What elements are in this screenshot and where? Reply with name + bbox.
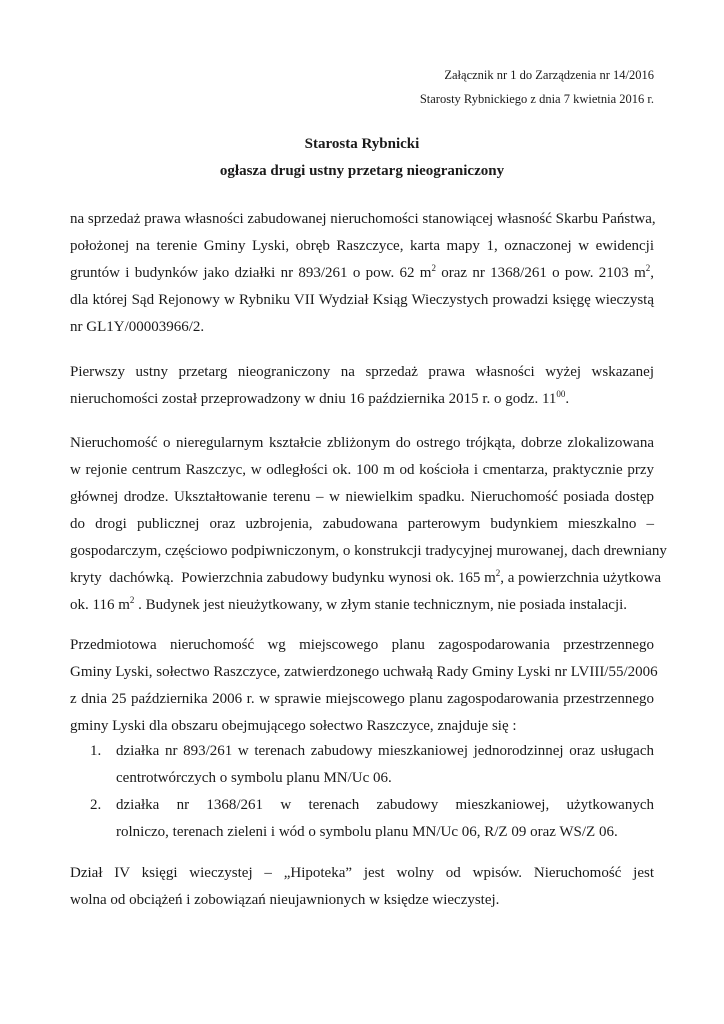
list-item-line: rolniczo, terenach zieleni i wód o symbolu planu MN/Uc 06, R/Z 09 oraz WS/Z 06.	[116, 824, 618, 840]
paragraph-line: do drogi publicznej oraz uzbrojenia, zabudowana parterowym budynkiem mieszkalno –	[70, 516, 654, 532]
paragraph-line: wolna od obciążeń i zobowiązań nieujawnionych w księdze wieczystej.	[70, 892, 500, 908]
attachment-note-line2: Starosty Rybnickiego z dnia 7 kwietnia 2016 r.	[419, 92, 654, 106]
list-item	[90, 792, 654, 846]
paragraph-line: położonej na terenie Gminy Lyski, obręb Raszczyce, karta mapy 1, oznaczonej w ewidencji	[70, 238, 654, 254]
paragraph-line: gminy Lyski dla obszaru obejmującego sołectwo Raszczyce, znajduje się :	[70, 718, 517, 734]
paragraph-mortgage-section	[70, 860, 654, 914]
list-item-line: działka nr 893/261 w terenach zabudowy mieszkaniowej jednorodzinnej oraz usługach	[116, 743, 654, 759]
paragraph-line: nieruchomości został przeprowadzony w dniu 16 października 2015 r. o godz. $11^{00}$.	[70, 389, 570, 407]
paragraph-line: gruntów i budynków jako działki nr 893/261 o pow. 62 $m^2$ oraz nr 1368/261 o pow. 2103 $m^2$,	[70, 263, 655, 281]
zoning-list	[90, 738, 654, 846]
paragraph-line: w rejonie centrum Raszczyc, w odległości ok. 100 m od kościoła i cmentarza, praktycznie przy	[70, 462, 654, 478]
list-item-line: centrotwórczych o symbolu planu MN/Uc 06.	[116, 770, 392, 786]
list-number: 1.	[90, 743, 102, 759]
document-subtitle: ogłasza drugi ustny przetarg nieograniczony	[219, 163, 505, 179]
paragraph-zoning-plan	[70, 632, 658, 740]
paragraph-sale-description	[70, 206, 654, 341]
paragraph-line: nr GL1Y/00003966/2.	[70, 319, 205, 335]
paragraph-line: Nieruchomość o nieregularnym kształcie zbliżonym do ostrego trójkąta, dobrze zlokalizowana	[70, 435, 654, 451]
paragraph-line: z dnia 25 października 2006 r. w sprawie miejscowego planu zagospodarowania przestrzennego	[70, 691, 654, 707]
list-item-line: działka nr 1368/261 w terenach zabudowy mieszkaniowej, użytkowanych	[116, 797, 654, 813]
paragraph-line: Przedmiotowa nieruchomość wg miejscowego planu zagospodarowania przestrzennego	[70, 637, 654, 653]
paragraph-line: na sprzedaż prawa własności zabudowanej nieruchomości stanowiącej własność Skarbu Państwa,	[70, 211, 656, 227]
paragraph-property-description	[70, 430, 667, 619]
list-number: 2.	[90, 797, 102, 813]
list-item	[90, 738, 654, 792]
attachment-note-line1: Załącznik nr 1 do Zarządzenia nr 14/2016	[444, 68, 654, 82]
paragraph-line: dla której Sąd Rejonowy w Rybniku VII Wydział Ksiąg Wieczystych prowadzi księgę wieczystą	[70, 292, 654, 308]
paragraph-line: głównej drodze. Ukształtowanie terenu – w niewielkim spadku. Nieruchomość posiada dostęp	[70, 489, 654, 505]
paragraph-line: Dział IV księgi wieczystej – „Hipoteka” jest wolny od wpisów. Nieruchomość jest	[70, 865, 654, 881]
paragraph-line: Gminy Lyski, sołectwo Raszczyce, zatwierdzonego uchwałą Rady Gminy Lyski nr LVIII/55/2006	[70, 664, 658, 680]
document-title: Starosta Rybnicki	[304, 136, 420, 152]
paragraph-line: kryty dachówką. Powierzchnia zabudowy budynku wynosi ok. 165 $m^2$, a powierzchnia użytkowa	[70, 568, 662, 586]
paragraph-line: gospodarczym, częściowo podpiwniczonym, o konstrukcji tradycyjnej murowanej, dach drewniany	[70, 543, 667, 559]
paragraph-first-tender	[70, 359, 654, 413]
paragraph-line: ok. 116 $m^2$ . Budynek jest nieużytkowany, w złym stanie technicznym, nie posiada instalacji.	[70, 595, 628, 613]
paragraph-line: Pierwszy ustny przetarg nieograniczony na sprzedaż prawa własności wyżej wskazanej	[70, 364, 654, 380]
